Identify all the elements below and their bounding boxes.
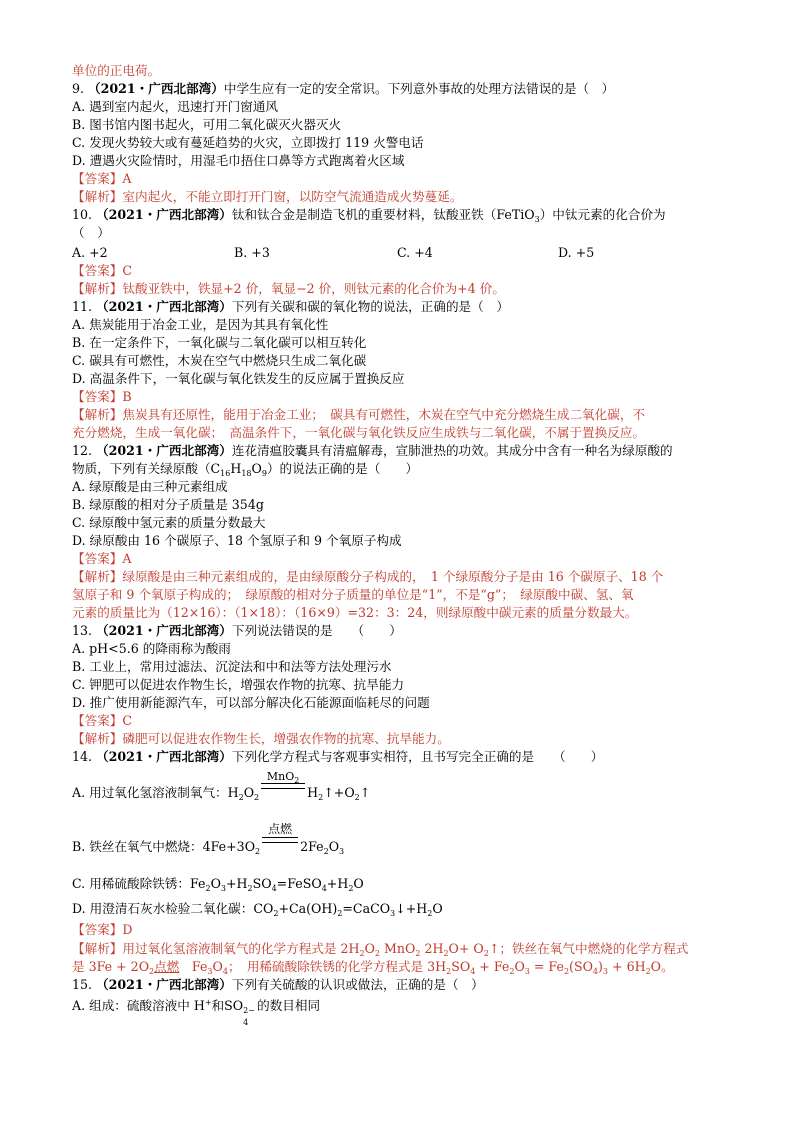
answer-label: 【答案】 [72, 263, 123, 278]
option-a-text-mid: 和 [211, 998, 225, 1013]
equation: $Fe_2O_3+H_2SO_4=FeSO_4+H_2O$ [189, 876, 364, 893]
option-a: A. 焦炭能用于冶金工业，是因为其具有氧化性 [72, 317, 329, 332]
subscript: 3 [534, 215, 540, 224]
question-text: 下列有关碳和碳的氧化物的说法，正确的是（ ） [231, 299, 509, 314]
analysis-text-cont: 氢原子和 9 个氧原子构成的； 绿原酸的相对分子质量的单位是“1”，不是“g”； 绿原酸中碳、氢、氧 [72, 587, 634, 602]
analysis-line [72, 940, 732, 958]
reaction-arrow [259, 770, 307, 802]
option-b: B. 图书馆内图书起火，可用二氧化碳灭火器灭火 [72, 117, 342, 132]
equation: $4Fe+3O_2$ 点燃 $2Fe_2O_3$ [202, 822, 345, 856]
question-9-stem [72, 80, 732, 98]
equation: $H_2O_2$ MnO$_2$ $H_2↑+O_2↑$ [227, 770, 371, 802]
answer-value: D [122, 922, 133, 937]
option-d: D. 遭遇火灾险情时，用湿毛巾捂住口鼻等方式跑离着火区域 [72, 153, 405, 168]
analysis-line [72, 188, 732, 206]
answer-label: 【答案】 [72, 922, 123, 937]
question-number: 13. [72, 623, 93, 638]
option-b: B. 在一定条件下，一氧化碳与二氧化碳可以相互转化 [72, 335, 367, 350]
answer-value: A [122, 171, 132, 186]
reaction-arrow [260, 822, 300, 856]
answer-line [72, 550, 732, 568]
analysis-label: 【解析】 [72, 189, 123, 204]
analysis-text-cont: 元素的质量比为（12×16）：（1×18）：（16×9）=32：3：24，则绿原酸中碳元素的质量分数最大。 [72, 605, 638, 620]
subscript: 18 [241, 469, 252, 478]
question-text: 钛和钛合金是制造飞机的重要材料，钛酸亚铁（FeTiO [231, 207, 535, 222]
element-symbol: H [230, 461, 242, 476]
answer-value: C [122, 263, 133, 278]
question-13-stem [72, 622, 732, 640]
question-14-stem [72, 748, 732, 766]
option-c: C. 碳具有可燃性，木炭在空气中燃烧只生成二氧化碳 [72, 353, 367, 368]
option-a-text: A. 组成：硫酸溶液中 H [72, 998, 205, 1013]
option-c: C. 发现火势较大或有蔓延趋势的火灾，立即拨打 119 火警电话 [72, 135, 424, 150]
question-text-cont: ）的说法正确的是（ ） [266, 461, 419, 476]
analysis-text-cont: ；铁丝在氧气中燃烧的化学方程式 [499, 941, 689, 956]
option-a: A. 遇到室内起火，迅速打开门窗通风 [72, 99, 279, 114]
question-number: 9. [72, 81, 85, 96]
ignite-label: 点燃 [268, 822, 293, 836]
analysis-text: 用过氧化氢溶液制氧气的化学方程式是 [122, 941, 341, 956]
source-tag: （2021・广西北部湾） [96, 749, 232, 764]
analysis-line [72, 730, 732, 748]
question-15-stem [72, 976, 732, 994]
answer-label: 【答案】 [72, 389, 123, 404]
answer-line [72, 388, 732, 406]
source-tag: （2021・广西北部湾） [96, 207, 232, 222]
answer-label: 【答案】 [72, 713, 123, 728]
analysis-label: 【解析】 [72, 281, 123, 296]
question-11-stem [72, 298, 732, 316]
analysis-equation: $3Fe + 2O_2$点燃 $Fe_3O_4$ [88, 959, 228, 976]
answer-line [72, 712, 732, 730]
analysis-text: 是 [72, 959, 89, 974]
analysis-label: 【解析】 [72, 407, 123, 422]
option-b-label: B. 铁丝在氧气中燃烧： [72, 839, 203, 854]
option-c-equation [72, 875, 732, 893]
question-text: 连花清瘟胶囊具有清瘟解毒，宣肺泄热的功效。其成分中含有一种名为绿原酸的 [231, 443, 673, 458]
answer-value: B [122, 389, 132, 404]
source-tag: （2021・广西北部湾） [96, 443, 232, 458]
option-c-label: C. 用稀硫酸除铁锈： [72, 876, 190, 891]
question-number: 15. [72, 977, 93, 992]
formula-lead: 物质，下列有关绿原酸（C [72, 461, 221, 476]
answer-line [72, 170, 732, 188]
analysis-equation: $2H_2O_2$ MnO$_2$ $2H_2O+$ $O_2↑$ [340, 941, 500, 958]
option-c: C. 绿原酸中氢元素的质量分数最大 [72, 515, 266, 530]
question-number: 10. [72, 207, 93, 222]
analysis-text: 钛酸亚铁中，铁显+2 价，氧显−2 价，则钛元素的化合价为+4 价。 [122, 281, 505, 296]
question-text: 下列化学方程式与客观事实相符，且书写完全正确的是 （ ） [231, 749, 604, 764]
option-a: A. 组成：硫酸溶液中 H+和SO 2− 4 的数目相同 [72, 998, 321, 1027]
analysis-line-2 [72, 958, 732, 976]
option-b: B. 工业上，常用过滤法、沉淀法和中和法等方法处理污水 [72, 659, 392, 674]
option-a-equation [72, 770, 732, 802]
answer-value: C [122, 713, 133, 728]
analysis-line [72, 280, 732, 298]
answer-label: 【答案】 [72, 551, 123, 566]
option-a: A. +2 [72, 245, 108, 260]
continued-text: 单位的正电荷。 [72, 63, 161, 78]
option-a-label: A. 用过氧化氢溶液制氧气： [72, 785, 228, 800]
option-a: A. pH<5.6 的降雨称为酸雨 [72, 641, 231, 656]
option-a: A. 绿原酸是由三种元素组成 [72, 479, 228, 494]
answer-value: A [122, 551, 132, 566]
catalyst-label: MnO$_2$ [266, 770, 300, 785]
source-tag: （2021・广西北部湾） [96, 623, 232, 638]
question-10-stem [72, 206, 732, 224]
question-number: 11. [72, 299, 93, 314]
option-b: B. +3 [234, 245, 270, 260]
question-number: 12. [72, 443, 93, 458]
equation: $CO_2+Ca(OH)_2=CaCO_3↓+H_2O$ [253, 901, 443, 918]
source-tag: （2021・广西北部湾） [88, 81, 224, 96]
answer-line [72, 921, 732, 939]
question-text: 下列有关硫酸的认识或做法，正确的是（ ） [231, 977, 484, 992]
option-d-equation [72, 900, 732, 918]
answer-label: 【答案】 [72, 171, 123, 186]
option-c: C. +4 [397, 245, 433, 260]
analysis-equation: $3H_2SO_4 + Fe_2O_3 = Fe_2(SO_4)_3 + 6H_2O$ [427, 959, 661, 976]
analysis-label: 【解析】 [72, 569, 123, 584]
question-10-paren: （ ） [72, 225, 110, 240]
subscript: 9 [261, 469, 267, 478]
analysis-text: 焦炭具有还原性，能用于冶金工业； 碳具有可燃性，木炭在空气中充分燃烧生成二氧化碳，不 [122, 407, 646, 422]
analysis-line [72, 406, 732, 424]
analysis-text: 室内起火，不能立即打开门窗，以防空气流通造成火势蔓延。 [122, 189, 463, 204]
question-number: 14. [72, 749, 93, 764]
option-a-text-end: 的数目相同 [253, 998, 321, 1013]
analysis-text: 绿原酸是由三种元素组成的，是由绿原酸分子构成的， 1 个绿原酸分子是由 16 个碳原子、18 个 [122, 569, 664, 584]
analysis-line [72, 568, 732, 586]
option-d: D. 推广使用新能源汽车，可以部分解决化石能源面临耗尽的问题 [72, 695, 430, 710]
option-d-label: D. 用澄清石灰水检验二氧化碳： [72, 901, 254, 916]
option-c: C. 钾肥可以促进农作物生长，增强农作物的抗寒、抗旱能力 [72, 677, 405, 692]
analysis-text: 磷肥可以促进农作物生长，增强农作物的抗寒、抗旱能力。 [122, 731, 450, 746]
element-symbol: O [251, 461, 262, 476]
question-12-stem [72, 442, 732, 460]
analysis-text-end: 。 [661, 959, 674, 974]
question-text: 中学生应有一定的安全常识。下列意外事故的处理方法错误的是（ ） [223, 81, 615, 96]
subscript: 16 [220, 469, 231, 478]
analysis-label: 【解析】 [72, 731, 123, 746]
analysis-label: 【解析】 [72, 941, 123, 956]
option-d: D. 绿原酸由 16 个碳原子、18 个氢原子和 9 个氧原子构成 [72, 533, 402, 548]
analysis-text-cont: ； 用稀硫酸除铁锈的化学方程式是 [227, 959, 428, 974]
question-12-stem-cont [72, 460, 732, 478]
question-text-cont: ）中钛元素的化合价为 [539, 207, 666, 222]
sulfate-ion: SO 2− 4 [224, 998, 255, 1027]
source-tag: （2021・广西北部湾） [96, 977, 232, 992]
equals-bar [261, 783, 305, 789]
analysis-text-cont: 充分燃烧，生成一氧化碳； 高温条件下，一氧化碳与氧化铁反应生成铁与二氧化碳，不属于置换反应。 [72, 425, 646, 440]
equals-bar [262, 837, 298, 843]
question-text: 下列说法错误的是 （ ） [231, 623, 402, 638]
option-b-equation [72, 822, 732, 856]
option-b: B. 绿原酸的相对分子质量是 354g [72, 497, 264, 512]
answer-line [72, 262, 732, 280]
source-tag: （2021・广西北部湾） [96, 299, 232, 314]
option-d: D. +5 [558, 245, 595, 260]
option-d: D. 高温条件下，一氧化碳与氧化铁发生的反应属于置换反应 [72, 371, 405, 386]
